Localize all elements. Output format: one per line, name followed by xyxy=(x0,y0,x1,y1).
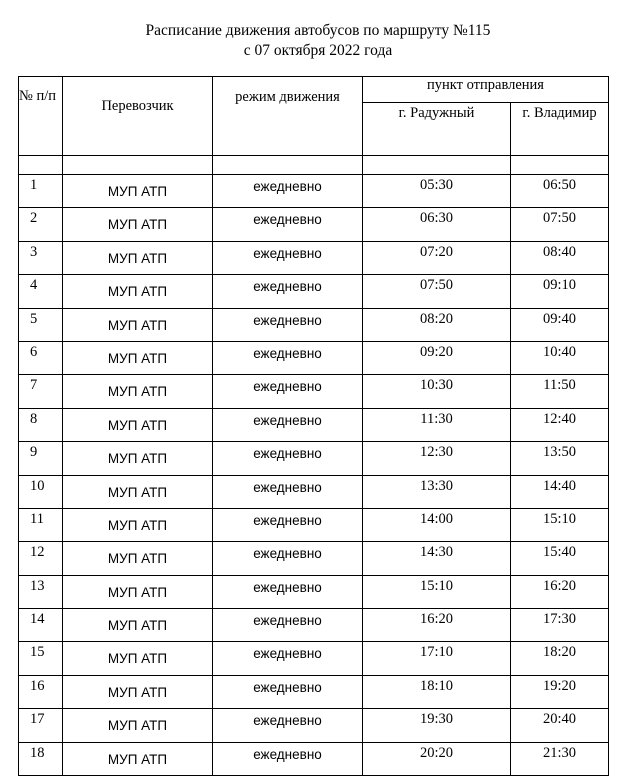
row-carrier: МУП АТП xyxy=(63,709,213,742)
row-time-vladimir: 16:20 xyxy=(511,575,609,608)
row-time-raduzhny: 10:30 xyxy=(363,375,511,408)
row-mode: ежедневно xyxy=(213,542,363,575)
row-time-vladimir: 19:20 xyxy=(511,675,609,708)
row-number: 10 xyxy=(19,475,63,508)
row-time-vladimir: 09:40 xyxy=(511,308,609,341)
table-row xyxy=(19,308,609,341)
table-row xyxy=(19,208,609,241)
document-title xyxy=(0,21,627,61)
table-row xyxy=(19,675,609,708)
row-carrier: МУП АТП xyxy=(63,275,213,308)
table-row xyxy=(19,375,609,408)
row-mode: ежедневно xyxy=(213,308,363,341)
header-carrier: Перевозчик xyxy=(63,77,213,156)
row-carrier: МУП АТП xyxy=(63,408,213,441)
row-carrier: МУП АТП xyxy=(63,308,213,341)
row-number: 4 xyxy=(19,275,63,308)
row-time-vladimir: 06:50 xyxy=(511,175,609,208)
row-number: 15 xyxy=(19,642,63,675)
row-number: 14 xyxy=(19,609,63,642)
table-row xyxy=(19,275,609,308)
row-time-vladimir: 15:40 xyxy=(511,542,609,575)
row-number: 12 xyxy=(19,542,63,575)
row-time-raduzhny: 07:20 xyxy=(363,241,511,274)
row-mode: ежедневно xyxy=(213,575,363,608)
row-number: 1 xyxy=(19,175,63,208)
row-mode: ежедневно xyxy=(213,742,363,775)
row-mode: ежедневно xyxy=(213,175,363,208)
row-number: 11 xyxy=(19,508,63,541)
row-mode: ежедневно xyxy=(213,609,363,642)
row-number: 18 xyxy=(19,742,63,775)
row-time-raduzhny: 11:30 xyxy=(363,408,511,441)
row-mode: ежедневно xyxy=(213,408,363,441)
row-carrier: МУП АТП xyxy=(63,442,213,475)
row-number: 3 xyxy=(19,241,63,274)
schedule-table xyxy=(18,76,609,776)
row-time-vladimir: 07:50 xyxy=(511,208,609,241)
row-mode: ежедневно xyxy=(213,508,363,541)
row-number: 8 xyxy=(19,408,63,441)
row-time-vladimir: 17:30 xyxy=(511,609,609,642)
row-number: 13 xyxy=(19,575,63,608)
row-number: 6 xyxy=(19,341,63,374)
row-mode: ежедневно xyxy=(213,442,363,475)
table-row xyxy=(19,408,609,441)
row-mode: ежедневно xyxy=(213,642,363,675)
row-carrier: МУП АТП xyxy=(63,542,213,575)
table-row xyxy=(19,442,609,475)
row-time-raduzhny: 15:10 xyxy=(363,575,511,608)
row-carrier: МУП АТП xyxy=(63,241,213,274)
row-mode: ежедневно xyxy=(213,241,363,274)
row-carrier: МУП АТП xyxy=(63,675,213,708)
spacer-row xyxy=(19,156,609,175)
row-time-raduzhny: 14:30 xyxy=(363,542,511,575)
row-time-raduzhny: 20:20 xyxy=(363,742,511,775)
row-time-vladimir: 20:40 xyxy=(511,709,609,742)
row-mode: ежедневно xyxy=(213,709,363,742)
table-row xyxy=(19,642,609,675)
row-carrier: МУП АТП xyxy=(63,475,213,508)
row-time-vladimir: 08:40 xyxy=(511,241,609,274)
header-mode: режим движения xyxy=(213,77,363,156)
row-time-vladimir: 15:10 xyxy=(511,508,609,541)
table-row xyxy=(19,742,609,775)
title-line-1: Расписание движения автобусов по маршруту №115 xyxy=(145,22,491,39)
header-from-vladimir: г. Владимир xyxy=(511,102,609,155)
row-time-raduzhny: 12:30 xyxy=(363,442,511,475)
row-time-vladimir: 13:50 xyxy=(511,442,609,475)
row-time-raduzhny: 19:30 xyxy=(363,709,511,742)
row-time-raduzhny: 14:00 xyxy=(363,508,511,541)
table-row xyxy=(19,709,609,742)
row-carrier: МУП АТП xyxy=(63,742,213,775)
table-row xyxy=(19,175,609,208)
row-time-raduzhny: 16:20 xyxy=(363,609,511,642)
row-mode: ежедневно xyxy=(213,208,363,241)
header-departure: пункт отправления xyxy=(363,77,609,103)
title-line-2: с 07 октября 2022 года xyxy=(243,42,393,59)
row-number: 5 xyxy=(19,308,63,341)
row-number: 7 xyxy=(19,375,63,408)
row-time-vladimir: 21:30 xyxy=(511,742,609,775)
row-time-raduzhny: 07:50 xyxy=(363,275,511,308)
row-time-raduzhny: 09:20 xyxy=(363,341,511,374)
schedule-body xyxy=(19,156,609,776)
row-time-raduzhny: 13:30 xyxy=(363,475,511,508)
row-carrier: МУП АТП xyxy=(63,341,213,374)
row-time-vladimir: 12:40 xyxy=(511,408,609,441)
row-time-raduzhny: 17:10 xyxy=(363,642,511,675)
row-carrier: МУП АТП xyxy=(63,508,213,541)
row-carrier: МУП АТП xyxy=(63,175,213,208)
row-mode: ежедневно xyxy=(213,475,363,508)
table-row xyxy=(19,475,609,508)
table-row xyxy=(19,542,609,575)
row-mode: ежедневно xyxy=(213,375,363,408)
row-number: 9 xyxy=(19,442,63,475)
row-number: 16 xyxy=(19,675,63,708)
row-time-raduzhny: 18:10 xyxy=(363,675,511,708)
row-time-vladimir: 14:40 xyxy=(511,475,609,508)
table-row xyxy=(19,508,609,541)
row-time-vladimir: 11:50 xyxy=(511,375,609,408)
table-row xyxy=(19,575,609,608)
row-mode: ежедневно xyxy=(213,275,363,308)
row-carrier: МУП АТП xyxy=(63,642,213,675)
header-from-raduzhny: г. Радужный xyxy=(363,102,511,155)
row-mode: ежедневно xyxy=(213,341,363,374)
row-time-raduzhny: 08:20 xyxy=(363,308,511,341)
row-carrier: МУП АТП xyxy=(63,575,213,608)
row-time-vladimir: 09:10 xyxy=(511,275,609,308)
row-time-vladimir: 18:20 xyxy=(511,642,609,675)
row-number: 2 xyxy=(19,208,63,241)
row-carrier: МУП АТП xyxy=(63,208,213,241)
table-row xyxy=(19,241,609,274)
row-time-raduzhny: 05:30 xyxy=(363,175,511,208)
header-num: № п/п xyxy=(19,77,63,156)
row-carrier: МУП АТП xyxy=(63,375,213,408)
row-time-vladimir: 10:40 xyxy=(511,341,609,374)
row-time-raduzhny: 06:30 xyxy=(363,208,511,241)
row-mode: ежедневно xyxy=(213,675,363,708)
table-row xyxy=(19,609,609,642)
row-number: 17 xyxy=(19,709,63,742)
table-row xyxy=(19,341,609,374)
row-carrier: МУП АТП xyxy=(63,609,213,642)
